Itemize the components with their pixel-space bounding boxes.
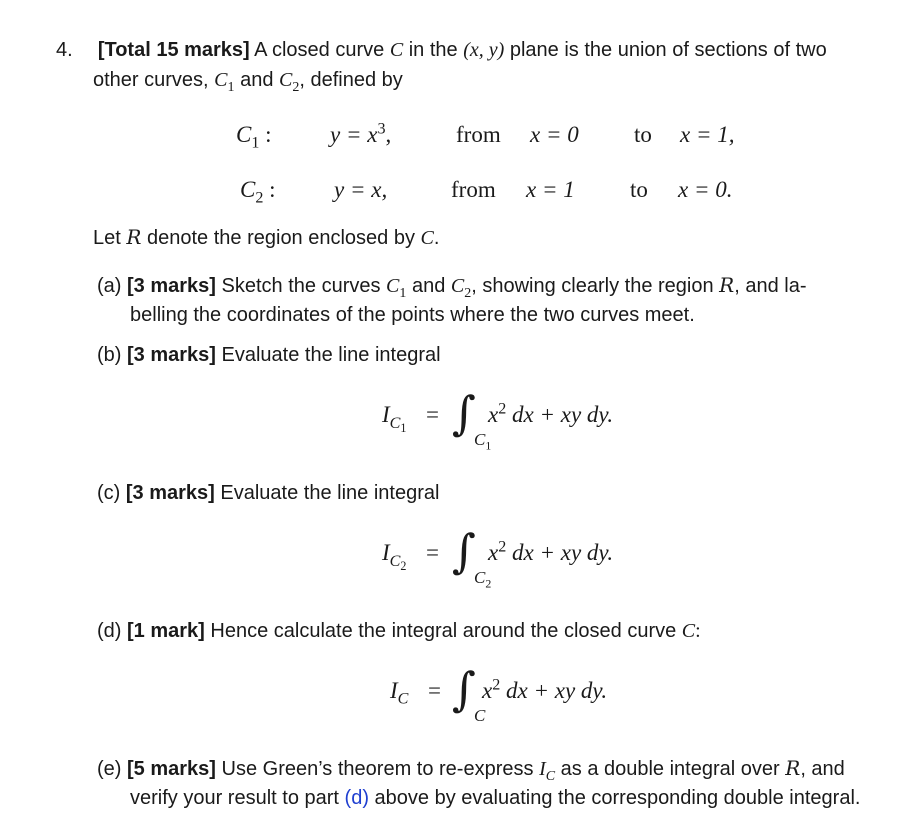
integral-sign-icon: ∫: [452, 524, 476, 578]
def-c2-start: x = 1: [526, 177, 575, 202]
def-c2-end: x = 0.: [678, 177, 733, 202]
part-a-line-2: belling the coordinates of the points where the two curves meet.: [130, 304, 695, 326]
def-c2-name: $C_2$ :: [240, 177, 276, 207]
intro-text-3: other curves,: [93, 69, 209, 91]
intro-in-the: in the: [408, 39, 458, 61]
part-e-line-1: (e) [5 marks] Use Green’s theorem to re-express $I_C$ as a double integral over R, and: [97, 756, 845, 784]
def-c1-equation: $y = x^3$,: [330, 120, 392, 147]
part-a-label: (a): [97, 275, 122, 297]
intro-text-1: A closed curve: [254, 39, 385, 61]
region-statement: Let R denote the region enclosed by C.: [93, 225, 440, 249]
exam-question-page: 4. [Total 15 marks] A closed curve C in the (x, y) plane is the union of sections of two other curves, $C_1$ and $C_2$, defined by $C_1$ : $y = x^3$, from x = 0 to x = 1, $C_2$ : y = x, from x = 1 to x = 0. Let R denote the region enclosed by C. (a) [3 marks] Sketch the curves $C_1$ and $C_2$, showing clearly the region R, and la- belling the coordinates of the points where the two curves meet. (b) [3 marks] Evaluate the line integral $I_{C_1}$ = ∫ $C_1$ $x^2$ dx + xy dy. (c) [3 marks] Evaluate the line integral $I_{C_2}$ = ∫ $C_2$ $x^2$ dx + xy dy. (d) [1 mark] Hence calculate the integral around the closed curve C: $I_C$ = ∫ C $x^2$ dx + xy dy. (e) [5 marks] Use Green’s theorem to re-express $I_C$ as a double integral over R, and verify your result to part (d) above by evaluating the corresponding double integral.: [0, 0, 913, 811]
part-a-marks: [3 marks]: [127, 275, 216, 297]
part-b-line: (b) [3 marks] Evaluate the line integral: [97, 344, 441, 366]
def-c2-from: from: [451, 177, 496, 202]
part-d-line: (d) [1 mark] Hence calculate the integral around the closed curve C:: [97, 620, 701, 642]
intro-text-2: plane is the union of sections of two: [509, 39, 827, 61]
part-c-marks: [3 marks]: [125, 482, 215, 504]
part-c-line: (c) [3 marks] Evaluate the line integral: [97, 482, 440, 504]
def-c1-to: to: [634, 122, 652, 147]
def-c2-equation: y = x,: [334, 177, 388, 202]
part-b-label: (b): [97, 344, 122, 366]
question-number: 4.: [56, 39, 73, 61]
integral-sign-icon: ∫: [452, 662, 476, 716]
xy-plane-symbol: (x, y): [463, 39, 505, 61]
total-marks: [Total 15 marks]: [97, 39, 250, 61]
curve-c1-symbol: $C_1$: [214, 69, 235, 95]
part-a-line-1: (a) [3 marks] Sketch the curves $C_1$ and $C_2$, showing clearly the region R, and la-: [97, 273, 807, 301]
part-c-label: (c): [97, 482, 121, 504]
region-symbol: R: [126, 225, 142, 249]
curve-c2-symbol: $C_2$: [279, 69, 300, 95]
integral-sign-icon: ∫: [452, 386, 476, 440]
def-c1-from: from: [456, 122, 501, 147]
part-d-marks: [1 mark]: [127, 620, 205, 642]
question-line-1: [56, 35, 827, 65]
curve-symbol: C: [389, 39, 404, 61]
def-c1-name: $C_1$ :: [236, 122, 272, 152]
intro-and: and: [240, 69, 274, 91]
question-line-2: [93, 65, 403, 95]
def-c2-to: to: [630, 177, 648, 202]
part-b-marks: [3 marks]: [127, 344, 216, 366]
part-d-label: (d): [97, 620, 122, 642]
def-c1-start: x = 0: [530, 122, 579, 147]
part-e-label: (e): [97, 758, 122, 780]
def-c1-end: x = 1,: [680, 122, 735, 147]
part-d-reference-link[interactable]: (d): [344, 787, 369, 809]
part-e-marks: [5 marks]: [127, 758, 216, 780]
part-e-line-2: verify your result to part (d) above by evaluating the corresponding double integral.: [130, 787, 861, 809]
intro-defined-by: , defined by: [299, 69, 403, 91]
